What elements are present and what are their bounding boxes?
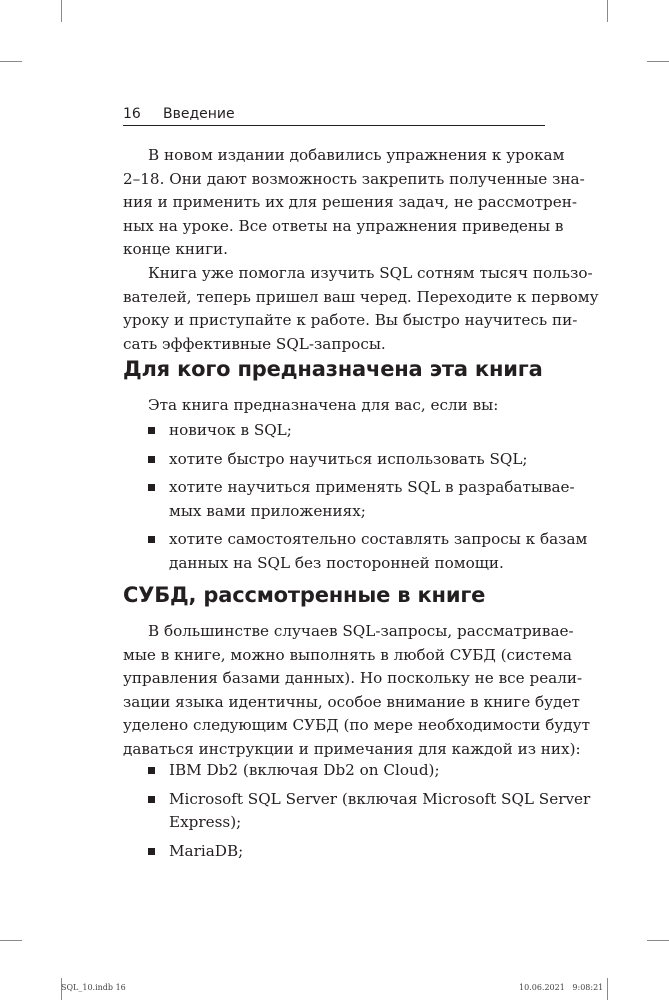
list-item-text: хотите научиться применять SQL в разрабатывае- <box>169 478 575 497</box>
crop-mark-right-bottom <box>647 940 669 941</box>
text-line: уроку и приступайте к работе. Вы быстро научитесь пи- <box>123 311 578 330</box>
bullet-square-icon <box>148 427 155 434</box>
audience-list <box>148 419 588 581</box>
list-item <box>148 788 591 835</box>
bullet-square-icon <box>148 767 155 774</box>
text-line: В большинстве случаев SQL-запросы, рассматривае- <box>148 622 574 640</box>
bullet-square-icon <box>148 848 155 855</box>
chapter-title: Введение <box>163 106 235 122</box>
list-item-text: новичок в SQL; <box>169 421 292 439</box>
list-item <box>148 476 575 523</box>
text-line: В новом издании добавились упражнения к урокам <box>148 146 565 164</box>
list-item-text: хотите самостоятельно составлять запросы к базам <box>169 530 588 549</box>
list-item-text: Express); <box>169 813 242 832</box>
slug-timestamp: 10.06.2021 9:08:21 <box>519 983 604 992</box>
text-line: 2–18. Они дают возможность закрепить полученные зна- <box>123 169 585 188</box>
text-line: даваться инструкции и примечания для каждой из них): <box>123 739 581 758</box>
text-line: управления базами данных). Но поскольку не все реали- <box>123 669 583 688</box>
list-item <box>148 419 546 443</box>
list-item-text: Microsoft SQL Server (включая Microsoft SQL Server <box>169 789 591 808</box>
crop-mark-right-top <box>647 61 669 62</box>
list-item <box>148 759 546 783</box>
running-header <box>123 103 545 126</box>
crop-mark-top-right <box>607 0 608 22</box>
list-item <box>148 528 588 575</box>
list-item-text: хотите быстро научиться использовать SQL; <box>169 449 528 468</box>
section-heading: СУБД, рассмотренные в книге <box>123 583 486 607</box>
list-intro: Эта книга предназначена для вас, если вы: <box>148 396 499 414</box>
list-item-text: мых вами приложениях; <box>169 501 366 520</box>
text-line: ных на уроке. Все ответы на упражнения приведены в <box>123 216 564 235</box>
list-item <box>148 840 546 864</box>
text-line: уделено следующим СУБД (по мере необходимости будут <box>123 716 590 735</box>
list-item <box>148 448 546 472</box>
text-line: вателей, теперь пришел ваш черед. Переходите к первому <box>123 287 599 306</box>
body-paragraph <box>123 620 590 762</box>
crop-mark-left-top <box>0 61 22 62</box>
list-item-text: IBM Db2 (включая Db2 on Cloud); <box>169 761 440 779</box>
crop-mark-left-bottom <box>0 940 22 941</box>
text-line: Книга уже помогла изучить SQL сотням тысяч пользо- <box>148 264 593 282</box>
slug-file: SQL_10.indb 16 <box>61 983 126 992</box>
list-item-text: данных на SQL без посторонней помощи. <box>169 553 504 572</box>
bullet-square-icon <box>148 484 155 491</box>
text-line: ния и применить их для решения задач, не рассмотрен- <box>123 193 578 212</box>
bullet-square-icon <box>148 796 155 803</box>
text-line: сать эффективные SQL-запросы. <box>123 334 386 353</box>
crop-mark-bottom-right <box>607 978 608 1000</box>
text-line: мые в книге, можно выполнять в любой СУБД (система <box>123 645 572 664</box>
bullet-square-icon <box>148 536 155 543</box>
page-number: 16 <box>123 106 141 122</box>
dbms-list <box>148 759 591 868</box>
crop-mark-top-left <box>61 0 62 22</box>
text-line: зации языка идентичны, особое внимание в книге будет <box>123 692 580 711</box>
body-paragraph <box>123 262 599 356</box>
body-paragraph <box>123 144 585 262</box>
text-line: конце книги. <box>123 240 228 259</box>
section-heading: Для кого предназначена эта книга <box>123 357 543 381</box>
list-item-text: MariaDB; <box>169 841 244 860</box>
bullet-square-icon <box>148 456 155 463</box>
